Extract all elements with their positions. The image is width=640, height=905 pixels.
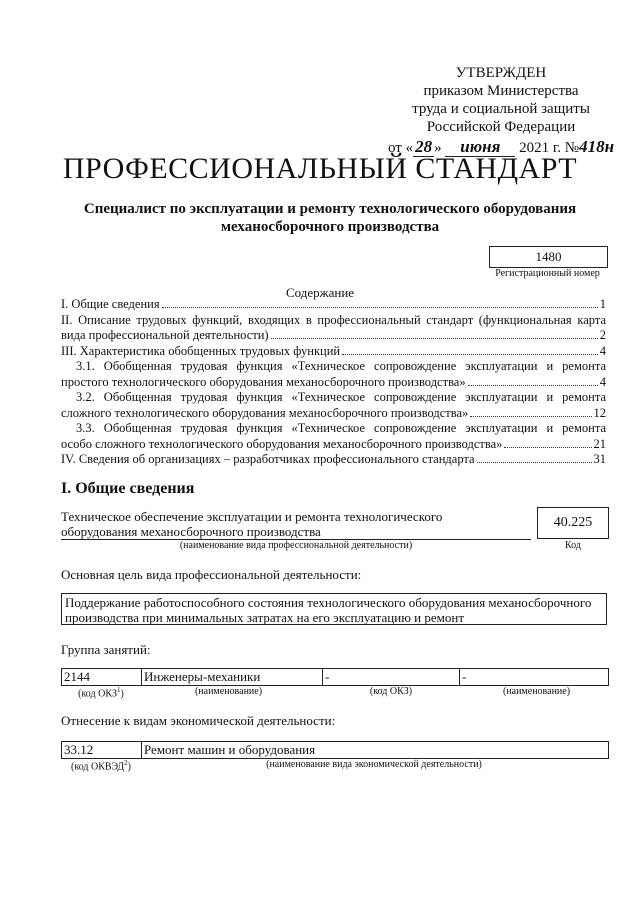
toc-entry-text: вида профессиональной деятельности) [61,328,269,342]
toc-entry-text: I. Общие сведения [61,297,160,311]
date-sep: » [434,140,442,156]
document-title: ПРОФЕССИОНАЛЬНЫЙ СТАНДАРТ [62,152,578,185]
occupation-name-1: Инженеры-механики [142,669,323,685]
caption-okz-code: (код ОКЗ$^1$) [78,686,124,700]
economic-captions [61,759,607,773]
toc-page: 21 [593,436,606,451]
economic-label: Отнесение к видам экономической деятельности: [61,713,336,728]
toc-leader [162,307,598,308]
activity-name: Техническое обеспечение эксплуатации и ремонта технологического оборудования механосборочного производства [61,509,443,539]
toc-heading: Содержание [285,285,355,300]
table-of-contents [61,297,606,468]
toc-page: 31 [593,452,606,466]
standard-name: Специалист по эксплуатации и ремонту технологического оборудования механосборочного производства [83,201,577,235]
occupation-group-label: Группа занятий: [61,642,151,657]
economic-activity-name: Ремонт машин и оборудования [144,742,316,757]
date-prefix: от « [387,140,414,156]
toc-entry-text: IV. Сведения об организациях – разработчиках профессионального стандарта [61,452,475,466]
approval-block [376,64,626,157]
caption-okz-code-2: (код ОКЗ) [369,686,413,697]
toc-entry-text: простого технологического оборудования механосборочного производства» [61,374,466,389]
toc-entry-4[interactable] [61,452,606,468]
toc-leader [468,385,598,386]
registration-number: 1480 [489,246,608,268]
toc-page: 1 [599,297,606,311]
toc-entry-3-2[interactable] [61,390,606,421]
toc-entry-2[interactable] [61,313,606,344]
occupation-table [61,668,609,686]
approval-line-1: УТВЕРЖДЕН [455,65,547,81]
approval-line-2: приказом Министерства [423,83,579,99]
date-year: 2021 г. № [519,140,580,156]
toc-leader [477,462,592,463]
registration-label: Регистрационный номер [495,268,600,279]
caption-okved-code: (код ОКВЭД$^2$) [71,759,131,773]
toc-entry-3-3[interactable] [61,421,606,452]
okz-code-1: 2144 [62,669,142,685]
toc-leader [271,338,598,339]
approval-line-3: труда и социальной защиты [412,101,590,117]
approval-line-4: Российской Федерации [426,119,576,135]
okved-code: 33.12 [62,742,142,758]
toc-leader [470,416,591,417]
okz-code-2: - [323,669,460,685]
toc-page: 2 [599,328,606,342]
code-label: Код [565,540,581,551]
occupation-captions [61,686,607,700]
caption-name: (наименование) [194,686,263,697]
toc-page: 4 [599,374,606,389]
date-day: 28 [415,137,433,156]
activity-code: 40.225 [537,507,609,539]
toc-entry-text-first: II. Описание трудовых функций, входящих в профессиональный стандарт (функциональная карта [61,312,606,327]
economic-table [61,741,609,759]
toc-entry-3[interactable] [61,344,606,360]
goal-label: Основная цель вида профессиональной деятельности: [61,567,362,582]
toc-entry-text: особо сложного технологического оборудования механосборочного производства» [61,436,503,451]
toc-entry-text: сложного технологического оборудования механосборочного производства» [61,405,469,420]
toc-leader [504,447,591,448]
caption-name-2: (наименование) [502,686,571,697]
order-number: 418н [579,137,615,156]
toc-entry-text-first: 3.3. Обобщенная трудовая функция «Техническое сопровождение эксплуатации и ремонта [76,421,606,435]
occupation-name-2: - [462,669,467,684]
toc-leader [342,354,598,355]
toc-page: 4 [599,343,606,358]
activity-caption: (наименование вида профессиональной деятельности) [179,540,413,551]
caption-economic-name: (наименование вида экономической деятельности) [266,759,482,770]
toc-entry-text: III. Характеристика обобщенных трудовых функций [61,343,341,358]
toc-entry-1[interactable] [61,297,606,313]
goal-text: Поддержание работоспособного состояния технологического оборудования механосборочного производства при минимальных затратах на его эксплуатацию и ремонт [61,593,607,625]
toc-entry-text-first: 3.1. Обобщенная трудовая функция «Техническое сопровождение эксплуатации и ремонта [76,359,606,373]
toc-page: 12 [593,405,606,420]
date-month: июня [445,138,515,157]
toc-entry-text-first: 3.2. Обобщенная трудовая функция «Техническое сопровождение эксплуатации и ремонта [76,390,606,404]
toc-entry-3-1[interactable] [61,359,606,390]
section-heading: I. Общие сведения [61,480,195,497]
